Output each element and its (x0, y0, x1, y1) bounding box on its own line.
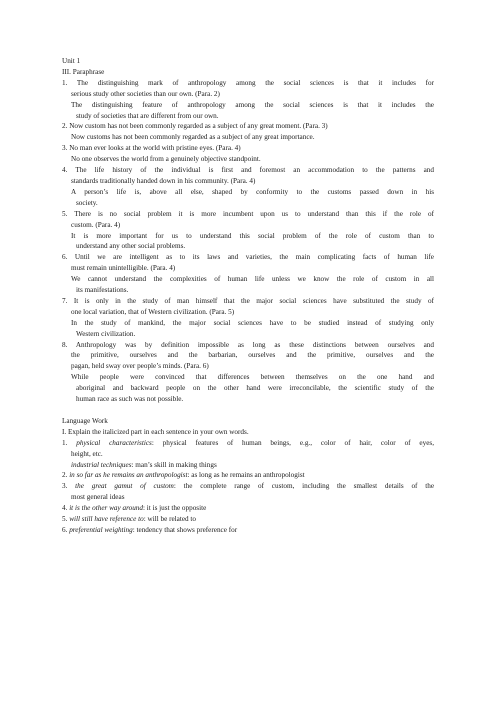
original-sentence-line: must remain unintelligible. (Para. 4) (71, 264, 176, 273)
paraphrase-line: While people were convinced that differences between themselves on the one hand and (71, 373, 434, 382)
paraphrase-line: study of societies that are different from our own. (76, 111, 219, 120)
italicized-term: preferential weighting (69, 525, 133, 534)
paraphrase-line: We cannot understand the complexities of human life unless we know the role of custom in all (71, 275, 434, 284)
explanation-item (62, 460, 434, 471)
original-sentence-line: 2. Now custom has not been commonly regarded as a subject of any great moment. (Para. 3) (62, 122, 328, 131)
original-sentence-line: 6. Until we are intelligent as to its laws and varieties, the main complicating facts of human life (62, 253, 434, 262)
paraphrase-line: It is more important for us to understand this social problem of the role of custom than to (71, 231, 434, 240)
paraphrase-line: Western civilization. (76, 329, 136, 338)
paraphrase-line: In the study of mankind, the major social sciences have to be studied instead of studying only (71, 318, 434, 327)
exercise-instruction: I. Explain the italicized part in each sentence in your own words. (62, 427, 249, 436)
italicized-term: in so far as he remains an anthropologist (69, 471, 188, 480)
original-sentence-line: serious study other societies than our own. (Para. 2) (71, 89, 220, 98)
item-number: 6. (62, 525, 70, 534)
paraphrase-list (62, 78, 434, 405)
original-sentence-line: standards traditionally handed down in his community. (Para. 4) (71, 176, 256, 185)
item-number: 2. (62, 471, 70, 480)
item-number: 4. (62, 504, 70, 513)
explanation-list (62, 438, 434, 536)
paraphrase-line: No one observes the world from a genuinely objective standpoint. (71, 155, 261, 164)
unit-title: Unit 1 (62, 57, 81, 65)
paraphrase-line: Now customs has not been commonly regarded as a subject of any great importance. (71, 133, 315, 142)
original-sentence-line: one local variation, that of Western civilization. (Para. 5) (71, 307, 235, 316)
term-definition: : the complete range of custom, including the smallest details of the (173, 482, 435, 491)
term-definition: : it is just the opposite (143, 504, 207, 513)
original-sentence-line: 1. The distinguishing mark of anthropology among the social sciences is that it includes for (62, 78, 434, 87)
term-definition: : as long as he remains an anthropologist (187, 471, 305, 480)
paraphrase-line: The distinguishing feature of anthropology among the social sciences is that it includes the (71, 100, 434, 109)
paraphrase-item (62, 340, 434, 405)
explanation-item (62, 470, 434, 481)
italicized-term: it is the other way around (69, 504, 143, 513)
paraphrase-line: society. (76, 198, 98, 207)
term-definition-continued: most general ideas (71, 493, 125, 502)
document-content (62, 56, 434, 536)
italicized-term: will still have reference to (69, 515, 144, 524)
paraphrase-item (62, 121, 434, 143)
paraphrase-line: human race as such was not possible. (76, 395, 184, 404)
explanation-item (62, 514, 434, 525)
paraphrase-item (62, 209, 434, 253)
item-number: 3. (62, 482, 76, 491)
paraphrase-item (62, 78, 434, 122)
original-sentence-line: 4. The life history of the individual is first and foremost an accommodation to the patterns and (62, 166, 434, 175)
original-sentence-line: 3. No man ever looks at the world with pristine eyes. (Para. 4) (62, 144, 241, 153)
paraphrase-line: understand any other social problems. (76, 242, 186, 251)
paraphrase-item (62, 143, 434, 165)
original-sentence-line: 7. It is only in the study of man himself that the major social sciences have substituted the study of (62, 296, 434, 305)
item-number: 5. (62, 515, 70, 524)
item-number: 1. (62, 438, 77, 447)
explanation-item (62, 438, 434, 460)
original-sentence-line: 8. Anthropology was by definition impossible as long as these distinctions between ourselves and (62, 340, 434, 349)
section-heading-paraphrase: III. Paraphrase (62, 67, 105, 76)
italicized-term: industrial techniques (71, 460, 132, 469)
term-definition: : physical features of human beings, e.g., color of hair, color of eyes, (151, 438, 435, 447)
original-sentence-line: custom. (Para. 4) (71, 220, 121, 229)
section-heading-language-work: Language Work (62, 416, 108, 425)
paraphrase-line: aboriginal and backward people on the other hand were irreconcilable, the scientific study of the (76, 384, 434, 393)
paraphrase-item (62, 165, 434, 209)
italicized-term: physical characteristics (76, 438, 152, 447)
term-definition: : man’s skill in making things (131, 460, 217, 469)
original-sentence-line: pagan, held sway over people’s minds. (Para. 6) (71, 362, 209, 371)
term-definition-continued: height, etc. (71, 449, 103, 458)
explanation-item (62, 481, 434, 503)
term-definition: : tendency that shows preference for (132, 525, 238, 534)
explanation-item (62, 503, 434, 514)
paraphrase-item (62, 252, 434, 296)
paraphrase-item (62, 296, 434, 340)
original-sentence-line: the primitive, ourselves and the barbarian, ourselves and the primitive, ourselves and the (71, 351, 434, 360)
paraphrase-line: its manifestations. (76, 286, 129, 295)
italicized-term: the great gamut of custom (75, 482, 174, 491)
original-sentence-line: 5. There is no social problem it is more incumbent upon us to understand than this if the role of (62, 209, 434, 218)
spacer (62, 405, 434, 416)
term-definition: : will be related to (143, 515, 197, 524)
explanation-item (62, 525, 434, 536)
paraphrase-line: A person’s life is, above all else, shaped by conformity to the customs passed down in his (71, 187, 434, 196)
